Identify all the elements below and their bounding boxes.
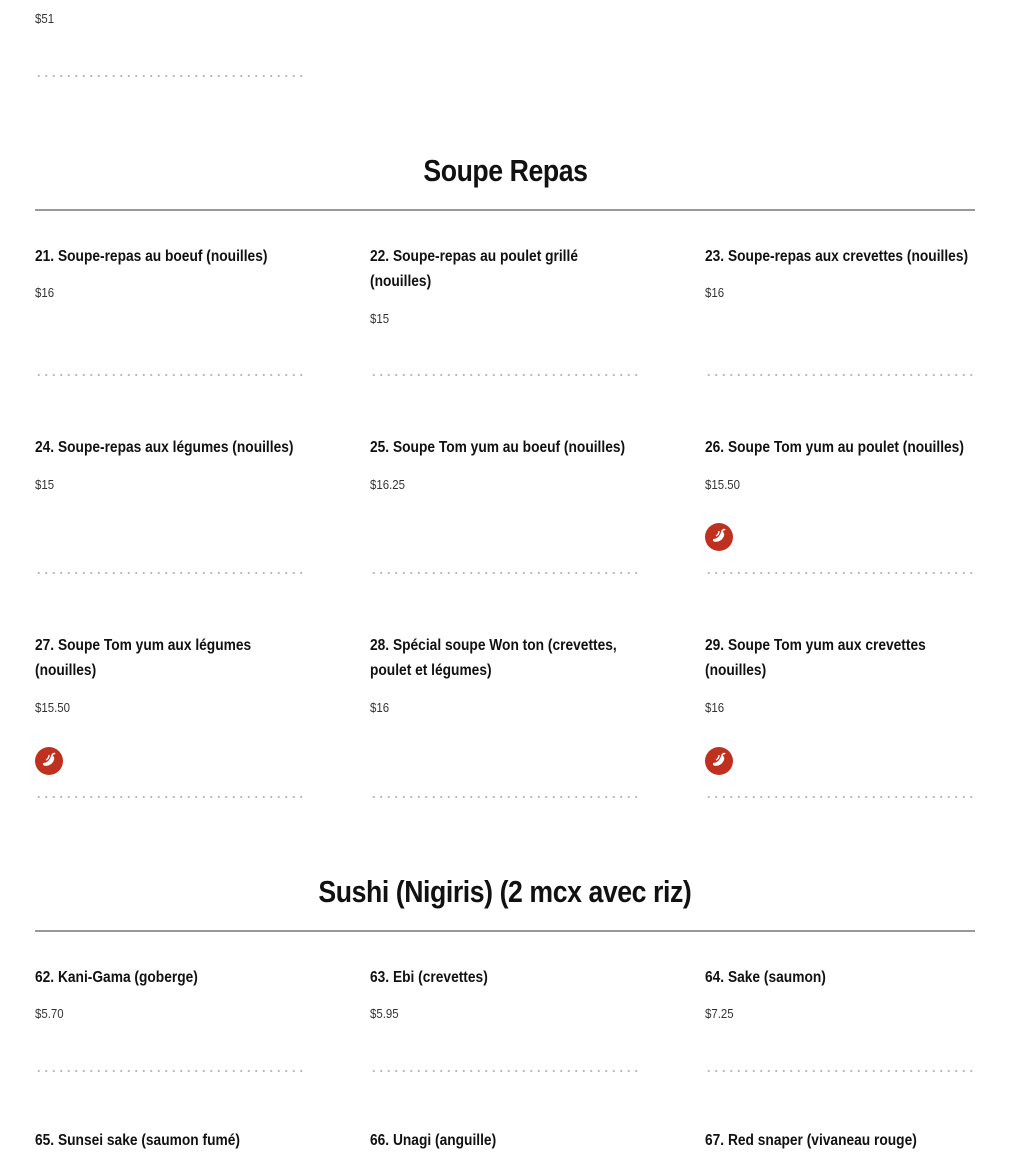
section-title: Sushi (Nigiris) (2 mcx avec riz) xyxy=(318,874,692,909)
item-price: $15 xyxy=(370,311,390,326)
chili-pepper-icon xyxy=(705,523,733,551)
item-divider xyxy=(35,572,303,574)
item-divider xyxy=(370,572,638,574)
item-price: $51 xyxy=(35,11,55,26)
item-name: 26. Soupe Tom yum au poulet (nouilles) xyxy=(705,439,964,456)
item-name: 66. Unagi (anguille) xyxy=(370,1132,497,1149)
item-divider xyxy=(35,796,303,798)
item-divider xyxy=(705,1070,973,1072)
item-divider xyxy=(35,75,303,77)
chili-pepper-icon xyxy=(35,747,63,775)
item-name: 63. Ebi (crevettes) xyxy=(370,969,488,986)
item-name: 21. Soupe-repas au boeuf (nouilles) xyxy=(35,248,268,265)
item-name: 23. Soupe-repas aux crevettes (nouilles) xyxy=(705,248,969,265)
item-divider xyxy=(705,374,973,376)
item-divider xyxy=(370,374,638,376)
item-name: 65. Sunsei sake (saumon fumé) xyxy=(35,1132,240,1149)
item-name: 27. Soupe Tom yum aux légumes (nouilles) xyxy=(35,637,252,679)
item-price: $16 xyxy=(705,700,725,715)
item-name: 28. Spécial soupe Won ton (crevettes, poulet et légumes) xyxy=(370,637,617,679)
item-price: $15.50 xyxy=(35,700,70,715)
item-price: $16 xyxy=(705,285,725,300)
item-price: $15 xyxy=(35,477,55,492)
item-name: 25. Soupe Tom yum au boeuf (nouilles) xyxy=(370,439,626,456)
section-rule xyxy=(35,209,975,211)
item-price: $7.25 xyxy=(705,1006,734,1021)
item-divider xyxy=(35,1070,303,1072)
item-divider xyxy=(35,374,303,376)
item-divider xyxy=(705,572,973,574)
item-name: 64. Sake (saumon) xyxy=(705,969,826,986)
item-divider xyxy=(370,796,638,798)
item-name: 22. Soupe-repas au poulet grillé (nouilles) xyxy=(370,248,578,290)
item-price: $16.25 xyxy=(370,477,405,492)
item-price: $15.50 xyxy=(705,477,740,492)
item-name: 62. Kani-Gama (goberge) xyxy=(35,969,198,986)
item-price: $16 xyxy=(35,285,55,300)
item-divider xyxy=(370,1070,638,1072)
item-divider xyxy=(705,796,973,798)
item-price: $5.70 xyxy=(35,1006,64,1021)
section-title: Soupe Repas xyxy=(422,153,588,188)
section-rule xyxy=(35,930,975,932)
item-name: 29. Soupe Tom yum aux crevettes (nouilles) xyxy=(705,637,926,679)
chili-pepper-icon xyxy=(705,747,733,775)
item-price: $16 xyxy=(370,700,390,715)
item-name: 67. Red snaper (vivaneau rouge) xyxy=(705,1132,917,1149)
item-price: $5.95 xyxy=(370,1006,399,1021)
item-name: 24. Soupe-repas aux légumes (nouilles) xyxy=(35,439,294,456)
